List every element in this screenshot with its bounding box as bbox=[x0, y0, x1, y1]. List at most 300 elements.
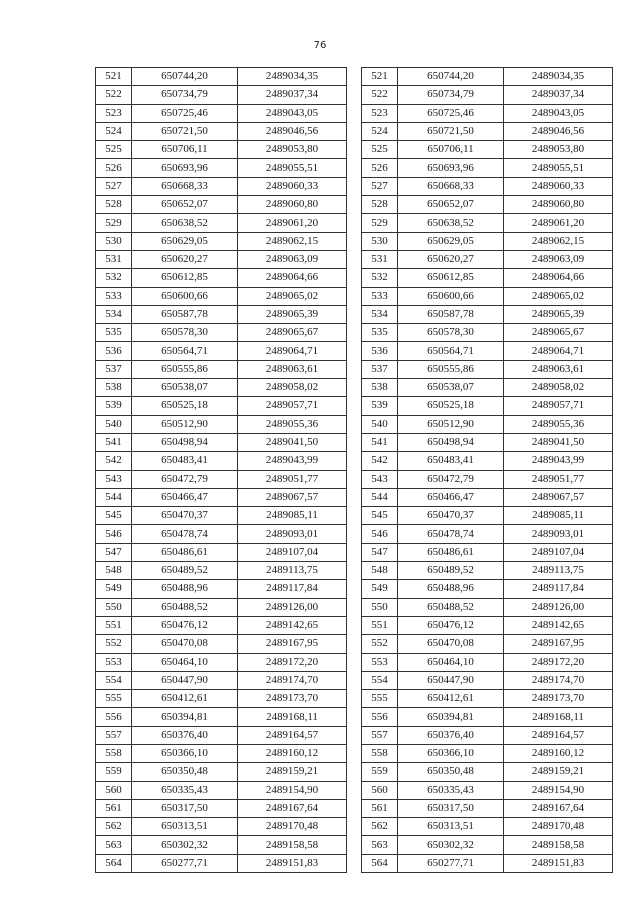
y-coordinate-cell: 2489168,11 bbox=[238, 708, 347, 726]
coordinates-table-right-body bbox=[362, 68, 613, 873]
point-number-cell: 552 bbox=[362, 635, 398, 653]
x-coordinate-cell: 650317,50 bbox=[132, 799, 238, 817]
point-number-cell: 552 bbox=[96, 635, 132, 653]
y-coordinate-cell: 2489113,75 bbox=[504, 562, 613, 580]
x-coordinate-cell: 650483,41 bbox=[398, 452, 504, 470]
table-row bbox=[362, 287, 613, 305]
x-coordinate-cell: 650706,11 bbox=[132, 141, 238, 159]
table-row bbox=[362, 763, 613, 781]
point-number-cell: 564 bbox=[362, 854, 398, 872]
point-number-cell: 535 bbox=[362, 324, 398, 342]
table-row bbox=[362, 635, 613, 653]
x-coordinate-cell: 650302,32 bbox=[132, 836, 238, 854]
y-coordinate-cell: 2489060,80 bbox=[238, 196, 347, 214]
table-row bbox=[362, 470, 613, 488]
table-row bbox=[362, 379, 613, 397]
table-row bbox=[362, 653, 613, 671]
x-coordinate-cell: 650721,50 bbox=[398, 122, 504, 140]
x-coordinate-cell: 650612,85 bbox=[398, 269, 504, 287]
point-number-cell: 549 bbox=[362, 580, 398, 598]
point-number-cell: 540 bbox=[96, 415, 132, 433]
point-number-cell: 562 bbox=[96, 818, 132, 836]
coordinates-table-left-body bbox=[96, 68, 347, 873]
table-row bbox=[96, 104, 347, 122]
table-row bbox=[362, 433, 613, 451]
table-row bbox=[362, 324, 613, 342]
table-row bbox=[96, 799, 347, 817]
table-row bbox=[362, 543, 613, 561]
y-coordinate-cell: 2489065,39 bbox=[504, 305, 613, 323]
table-row bbox=[96, 726, 347, 744]
x-coordinate-cell: 650498,94 bbox=[398, 433, 504, 451]
x-coordinate-cell: 650525,18 bbox=[132, 397, 238, 415]
y-coordinate-cell: 2489164,57 bbox=[504, 726, 613, 744]
point-number-cell: 522 bbox=[362, 86, 398, 104]
point-number-cell: 528 bbox=[96, 196, 132, 214]
y-coordinate-cell: 2489158,58 bbox=[238, 836, 347, 854]
y-coordinate-cell: 2489053,80 bbox=[238, 141, 347, 159]
x-coordinate-cell: 650478,74 bbox=[132, 525, 238, 543]
y-coordinate-cell: 2489164,57 bbox=[238, 726, 347, 744]
point-number-cell: 539 bbox=[362, 397, 398, 415]
x-coordinate-cell: 650394,81 bbox=[132, 708, 238, 726]
x-coordinate-cell: 650486,61 bbox=[132, 543, 238, 561]
table-row bbox=[362, 854, 613, 872]
table-row bbox=[96, 744, 347, 762]
table-row bbox=[362, 726, 613, 744]
point-number-cell: 534 bbox=[362, 305, 398, 323]
y-coordinate-cell: 2489062,15 bbox=[504, 232, 613, 250]
point-number-cell: 527 bbox=[96, 177, 132, 195]
point-number-cell: 529 bbox=[96, 214, 132, 232]
point-number-cell: 538 bbox=[362, 379, 398, 397]
table-row bbox=[96, 543, 347, 561]
y-coordinate-cell: 2489142,65 bbox=[238, 616, 347, 634]
x-coordinate-cell: 650693,96 bbox=[132, 159, 238, 177]
y-coordinate-cell: 2489063,61 bbox=[238, 360, 347, 378]
y-coordinate-cell: 2489046,56 bbox=[238, 122, 347, 140]
x-coordinate-cell: 650725,46 bbox=[398, 104, 504, 122]
x-coordinate-cell: 650620,27 bbox=[132, 250, 238, 268]
x-coordinate-cell: 650512,90 bbox=[398, 415, 504, 433]
y-coordinate-cell: 2489064,71 bbox=[238, 342, 347, 360]
x-coordinate-cell: 650488,96 bbox=[132, 580, 238, 598]
y-coordinate-cell: 2489043,99 bbox=[238, 452, 347, 470]
x-coordinate-cell: 650366,10 bbox=[398, 744, 504, 762]
point-number-cell: 551 bbox=[96, 616, 132, 634]
table-row bbox=[96, 122, 347, 140]
point-number-cell: 534 bbox=[96, 305, 132, 323]
y-coordinate-cell: 2489065,67 bbox=[504, 324, 613, 342]
table-row bbox=[362, 68, 613, 86]
x-coordinate-cell: 650302,32 bbox=[398, 836, 504, 854]
table-row bbox=[96, 287, 347, 305]
y-coordinate-cell: 2489061,20 bbox=[238, 214, 347, 232]
x-coordinate-cell: 650488,52 bbox=[132, 598, 238, 616]
y-coordinate-cell: 2489064,66 bbox=[238, 269, 347, 287]
y-coordinate-cell: 2489037,34 bbox=[238, 86, 347, 104]
point-number-cell: 555 bbox=[362, 690, 398, 708]
y-coordinate-cell: 2489113,75 bbox=[238, 562, 347, 580]
point-number-cell: 541 bbox=[96, 433, 132, 451]
x-coordinate-cell: 650489,52 bbox=[132, 562, 238, 580]
table-row bbox=[362, 598, 613, 616]
point-number-cell: 531 bbox=[96, 250, 132, 268]
x-coordinate-cell: 650555,86 bbox=[398, 360, 504, 378]
point-number-cell: 562 bbox=[362, 818, 398, 836]
y-coordinate-cell: 2489063,09 bbox=[504, 250, 613, 268]
y-coordinate-cell: 2489064,66 bbox=[504, 269, 613, 287]
table-row bbox=[96, 470, 347, 488]
y-coordinate-cell: 2489173,70 bbox=[504, 690, 613, 708]
y-coordinate-cell: 2489051,77 bbox=[504, 470, 613, 488]
point-number-cell: 532 bbox=[362, 269, 398, 287]
point-number-cell: 535 bbox=[96, 324, 132, 342]
table-row bbox=[362, 141, 613, 159]
point-number-cell: 557 bbox=[96, 726, 132, 744]
y-coordinate-cell: 2489151,83 bbox=[238, 854, 347, 872]
table-row bbox=[96, 598, 347, 616]
x-coordinate-cell: 650587,78 bbox=[132, 305, 238, 323]
table-row bbox=[96, 397, 347, 415]
point-number-cell: 548 bbox=[362, 562, 398, 580]
point-number-cell: 530 bbox=[362, 232, 398, 250]
x-coordinate-cell: 650744,20 bbox=[132, 68, 238, 86]
table-row bbox=[362, 488, 613, 506]
x-coordinate-cell: 650725,46 bbox=[132, 104, 238, 122]
x-coordinate-cell: 650600,66 bbox=[132, 287, 238, 305]
y-coordinate-cell: 2489142,65 bbox=[504, 616, 613, 634]
y-coordinate-cell: 2489154,90 bbox=[504, 781, 613, 799]
x-coordinate-cell: 650668,33 bbox=[398, 177, 504, 195]
point-number-cell: 554 bbox=[96, 671, 132, 689]
x-coordinate-cell: 650472,79 bbox=[132, 470, 238, 488]
point-number-cell: 550 bbox=[96, 598, 132, 616]
y-coordinate-cell: 2489055,51 bbox=[238, 159, 347, 177]
table-row bbox=[362, 616, 613, 634]
y-coordinate-cell: 2489172,20 bbox=[504, 653, 613, 671]
y-coordinate-cell: 2489041,50 bbox=[238, 433, 347, 451]
x-coordinate-cell: 650470,37 bbox=[398, 507, 504, 525]
table-row bbox=[96, 250, 347, 268]
x-coordinate-cell: 650394,81 bbox=[398, 708, 504, 726]
x-coordinate-cell: 650629,05 bbox=[398, 232, 504, 250]
page-number: 76 bbox=[313, 40, 327, 51]
x-coordinate-cell: 650466,47 bbox=[398, 488, 504, 506]
x-coordinate-cell: 650498,94 bbox=[132, 433, 238, 451]
y-coordinate-cell: 2489173,70 bbox=[238, 690, 347, 708]
y-coordinate-cell: 2489160,12 bbox=[504, 744, 613, 762]
table-row bbox=[362, 269, 613, 287]
y-coordinate-cell: 2489064,71 bbox=[504, 342, 613, 360]
x-coordinate-cell: 650538,07 bbox=[398, 379, 504, 397]
y-coordinate-cell: 2489174,70 bbox=[504, 671, 613, 689]
x-coordinate-cell: 650447,90 bbox=[132, 671, 238, 689]
x-coordinate-cell: 650472,79 bbox=[398, 470, 504, 488]
point-number-cell: 563 bbox=[362, 836, 398, 854]
table-row bbox=[362, 452, 613, 470]
table-row bbox=[96, 488, 347, 506]
point-number-cell: 556 bbox=[362, 708, 398, 726]
table-row bbox=[362, 86, 613, 104]
x-coordinate-cell: 650620,27 bbox=[398, 250, 504, 268]
y-coordinate-cell: 2489055,36 bbox=[238, 415, 347, 433]
x-coordinate-cell: 650693,96 bbox=[398, 159, 504, 177]
point-number-cell: 526 bbox=[362, 159, 398, 177]
y-coordinate-cell: 2489061,20 bbox=[504, 214, 613, 232]
table-row bbox=[362, 232, 613, 250]
table-row bbox=[96, 433, 347, 451]
x-coordinate-cell: 650476,12 bbox=[132, 616, 238, 634]
table-row bbox=[362, 122, 613, 140]
x-coordinate-cell: 650470,08 bbox=[398, 635, 504, 653]
x-coordinate-cell: 650525,18 bbox=[398, 397, 504, 415]
y-coordinate-cell: 2489037,34 bbox=[504, 86, 613, 104]
table-row bbox=[362, 690, 613, 708]
y-coordinate-cell: 2489051,77 bbox=[238, 470, 347, 488]
x-coordinate-cell: 650376,40 bbox=[132, 726, 238, 744]
table-row bbox=[96, 415, 347, 433]
y-coordinate-cell: 2489093,01 bbox=[238, 525, 347, 543]
point-number-cell: 526 bbox=[96, 159, 132, 177]
y-coordinate-cell: 2489055,36 bbox=[504, 415, 613, 433]
point-number-cell: 525 bbox=[362, 141, 398, 159]
y-coordinate-cell: 2489065,67 bbox=[238, 324, 347, 342]
y-coordinate-cell: 2489170,48 bbox=[238, 818, 347, 836]
table-row bbox=[96, 342, 347, 360]
y-coordinate-cell: 2489034,35 bbox=[504, 68, 613, 86]
table-row bbox=[362, 525, 613, 543]
point-number-cell: 553 bbox=[96, 653, 132, 671]
table-row bbox=[96, 452, 347, 470]
point-number-cell: 533 bbox=[362, 287, 398, 305]
table-row bbox=[96, 671, 347, 689]
y-coordinate-cell: 2489159,21 bbox=[238, 763, 347, 781]
point-number-cell: 521 bbox=[362, 68, 398, 86]
point-number-cell: 558 bbox=[362, 744, 398, 762]
point-number-cell: 558 bbox=[96, 744, 132, 762]
point-number-cell: 542 bbox=[96, 452, 132, 470]
y-coordinate-cell: 2489057,71 bbox=[238, 397, 347, 415]
point-number-cell: 537 bbox=[362, 360, 398, 378]
y-coordinate-cell: 2489174,70 bbox=[238, 671, 347, 689]
y-coordinate-cell: 2489126,00 bbox=[238, 598, 347, 616]
x-coordinate-cell: 650488,96 bbox=[398, 580, 504, 598]
point-number-cell: 544 bbox=[96, 488, 132, 506]
table-row bbox=[96, 196, 347, 214]
table-row bbox=[96, 159, 347, 177]
table-row bbox=[362, 836, 613, 854]
y-coordinate-cell: 2489172,20 bbox=[238, 653, 347, 671]
x-coordinate-cell: 650612,85 bbox=[132, 269, 238, 287]
y-coordinate-cell: 2489060,33 bbox=[238, 177, 347, 195]
y-coordinate-cell: 2489046,56 bbox=[504, 122, 613, 140]
point-number-cell: 559 bbox=[362, 763, 398, 781]
table-row bbox=[362, 507, 613, 525]
point-number-cell: 551 bbox=[362, 616, 398, 634]
table-row bbox=[362, 305, 613, 323]
table-row bbox=[362, 818, 613, 836]
point-number-cell: 553 bbox=[362, 653, 398, 671]
x-coordinate-cell: 650600,66 bbox=[398, 287, 504, 305]
x-coordinate-cell: 650317,50 bbox=[398, 799, 504, 817]
point-number-cell: 522 bbox=[96, 86, 132, 104]
x-coordinate-cell: 650470,08 bbox=[132, 635, 238, 653]
x-coordinate-cell: 650555,86 bbox=[132, 360, 238, 378]
point-number-cell: 536 bbox=[362, 342, 398, 360]
point-number-cell: 542 bbox=[362, 452, 398, 470]
y-coordinate-cell: 2489167,95 bbox=[504, 635, 613, 653]
table-row bbox=[362, 744, 613, 762]
point-number-cell: 560 bbox=[362, 781, 398, 799]
point-number-cell: 563 bbox=[96, 836, 132, 854]
x-coordinate-cell: 650652,07 bbox=[132, 196, 238, 214]
table-row bbox=[96, 86, 347, 104]
x-coordinate-cell: 650470,37 bbox=[132, 507, 238, 525]
x-coordinate-cell: 650512,90 bbox=[132, 415, 238, 433]
y-coordinate-cell: 2489126,00 bbox=[504, 598, 613, 616]
table-row bbox=[96, 616, 347, 634]
x-coordinate-cell: 650564,71 bbox=[398, 342, 504, 360]
x-coordinate-cell: 650478,74 bbox=[398, 525, 504, 543]
y-coordinate-cell: 2489063,09 bbox=[238, 250, 347, 268]
point-number-cell: 538 bbox=[96, 379, 132, 397]
point-number-cell: 557 bbox=[362, 726, 398, 744]
table-row bbox=[96, 690, 347, 708]
table-row bbox=[96, 635, 347, 653]
x-coordinate-cell: 650744,20 bbox=[398, 68, 504, 86]
table-row bbox=[362, 196, 613, 214]
x-coordinate-cell: 650538,07 bbox=[132, 379, 238, 397]
y-coordinate-cell: 2489170,48 bbox=[504, 818, 613, 836]
y-coordinate-cell: 2489085,11 bbox=[238, 507, 347, 525]
x-coordinate-cell: 650486,61 bbox=[398, 543, 504, 561]
x-coordinate-cell: 650376,40 bbox=[398, 726, 504, 744]
x-coordinate-cell: 650587,78 bbox=[398, 305, 504, 323]
table-row bbox=[362, 104, 613, 122]
point-number-cell: 530 bbox=[96, 232, 132, 250]
x-coordinate-cell: 650488,52 bbox=[398, 598, 504, 616]
table-row bbox=[96, 525, 347, 543]
x-coordinate-cell: 650412,61 bbox=[398, 690, 504, 708]
point-number-cell: 546 bbox=[362, 525, 398, 543]
point-number-cell: 561 bbox=[96, 799, 132, 817]
point-number-cell: 523 bbox=[96, 104, 132, 122]
table-row bbox=[96, 781, 347, 799]
point-number-cell: 540 bbox=[362, 415, 398, 433]
y-coordinate-cell: 2489151,83 bbox=[504, 854, 613, 872]
y-coordinate-cell: 2489043,99 bbox=[504, 452, 613, 470]
y-coordinate-cell: 2489107,04 bbox=[238, 543, 347, 561]
x-coordinate-cell: 650366,10 bbox=[132, 744, 238, 762]
y-coordinate-cell: 2489034,35 bbox=[238, 68, 347, 86]
table-row bbox=[362, 671, 613, 689]
point-number-cell: 523 bbox=[362, 104, 398, 122]
x-coordinate-cell: 650629,05 bbox=[132, 232, 238, 250]
point-number-cell: 543 bbox=[96, 470, 132, 488]
point-number-cell: 550 bbox=[362, 598, 398, 616]
y-coordinate-cell: 2489060,80 bbox=[504, 196, 613, 214]
point-number-cell: 531 bbox=[362, 250, 398, 268]
x-coordinate-cell: 650668,33 bbox=[132, 177, 238, 195]
x-coordinate-cell: 650447,90 bbox=[398, 671, 504, 689]
table-row bbox=[96, 818, 347, 836]
table-row bbox=[96, 836, 347, 854]
x-coordinate-cell: 650652,07 bbox=[398, 196, 504, 214]
y-coordinate-cell: 2489057,71 bbox=[504, 397, 613, 415]
point-number-cell: 521 bbox=[96, 68, 132, 86]
y-coordinate-cell: 2489065,39 bbox=[238, 305, 347, 323]
table-row bbox=[362, 799, 613, 817]
y-coordinate-cell: 2489065,02 bbox=[504, 287, 613, 305]
x-coordinate-cell: 650489,52 bbox=[398, 562, 504, 580]
x-coordinate-cell: 650412,61 bbox=[132, 690, 238, 708]
point-number-cell: 548 bbox=[96, 562, 132, 580]
point-number-cell: 537 bbox=[96, 360, 132, 378]
x-coordinate-cell: 650638,52 bbox=[132, 214, 238, 232]
y-coordinate-cell: 2489117,84 bbox=[238, 580, 347, 598]
y-coordinate-cell: 2489053,80 bbox=[504, 141, 613, 159]
table-row bbox=[362, 342, 613, 360]
y-coordinate-cell: 2489107,04 bbox=[504, 543, 613, 561]
x-coordinate-cell: 650721,50 bbox=[132, 122, 238, 140]
x-coordinate-cell: 650464,10 bbox=[132, 653, 238, 671]
x-coordinate-cell: 650578,30 bbox=[132, 324, 238, 342]
table-row bbox=[362, 415, 613, 433]
table-row bbox=[96, 379, 347, 397]
y-coordinate-cell: 2489043,05 bbox=[504, 104, 613, 122]
table-row bbox=[362, 580, 613, 598]
table-row bbox=[362, 781, 613, 799]
x-coordinate-cell: 650578,30 bbox=[398, 324, 504, 342]
y-coordinate-cell: 2489043,05 bbox=[238, 104, 347, 122]
x-coordinate-cell: 650335,43 bbox=[398, 781, 504, 799]
y-coordinate-cell: 2489117,84 bbox=[504, 580, 613, 598]
point-number-cell: 555 bbox=[96, 690, 132, 708]
x-coordinate-cell: 650476,12 bbox=[398, 616, 504, 634]
x-coordinate-cell: 650734,79 bbox=[398, 86, 504, 104]
x-coordinate-cell: 650464,10 bbox=[398, 653, 504, 671]
point-number-cell: 559 bbox=[96, 763, 132, 781]
y-coordinate-cell: 2489063,61 bbox=[504, 360, 613, 378]
point-number-cell: 527 bbox=[362, 177, 398, 195]
table-row bbox=[362, 562, 613, 580]
point-number-cell: 546 bbox=[96, 525, 132, 543]
point-number-cell: 564 bbox=[96, 854, 132, 872]
point-number-cell: 524 bbox=[96, 122, 132, 140]
table-row bbox=[362, 250, 613, 268]
table-row bbox=[96, 763, 347, 781]
y-coordinate-cell: 2489055,51 bbox=[504, 159, 613, 177]
x-coordinate-cell: 650277,71 bbox=[132, 854, 238, 872]
point-number-cell: 543 bbox=[362, 470, 398, 488]
point-number-cell: 525 bbox=[96, 141, 132, 159]
point-number-cell: 547 bbox=[96, 543, 132, 561]
table-row bbox=[362, 708, 613, 726]
x-coordinate-cell: 650277,71 bbox=[398, 854, 504, 872]
table-row bbox=[96, 177, 347, 195]
y-coordinate-cell: 2489167,95 bbox=[238, 635, 347, 653]
x-coordinate-cell: 650706,11 bbox=[398, 141, 504, 159]
x-coordinate-cell: 650313,51 bbox=[132, 818, 238, 836]
table-row bbox=[96, 854, 347, 872]
table-row bbox=[96, 68, 347, 86]
x-coordinate-cell: 650350,48 bbox=[132, 763, 238, 781]
point-number-cell: 524 bbox=[362, 122, 398, 140]
y-coordinate-cell: 2489167,64 bbox=[238, 799, 347, 817]
table-row bbox=[96, 653, 347, 671]
table-row bbox=[96, 580, 347, 598]
